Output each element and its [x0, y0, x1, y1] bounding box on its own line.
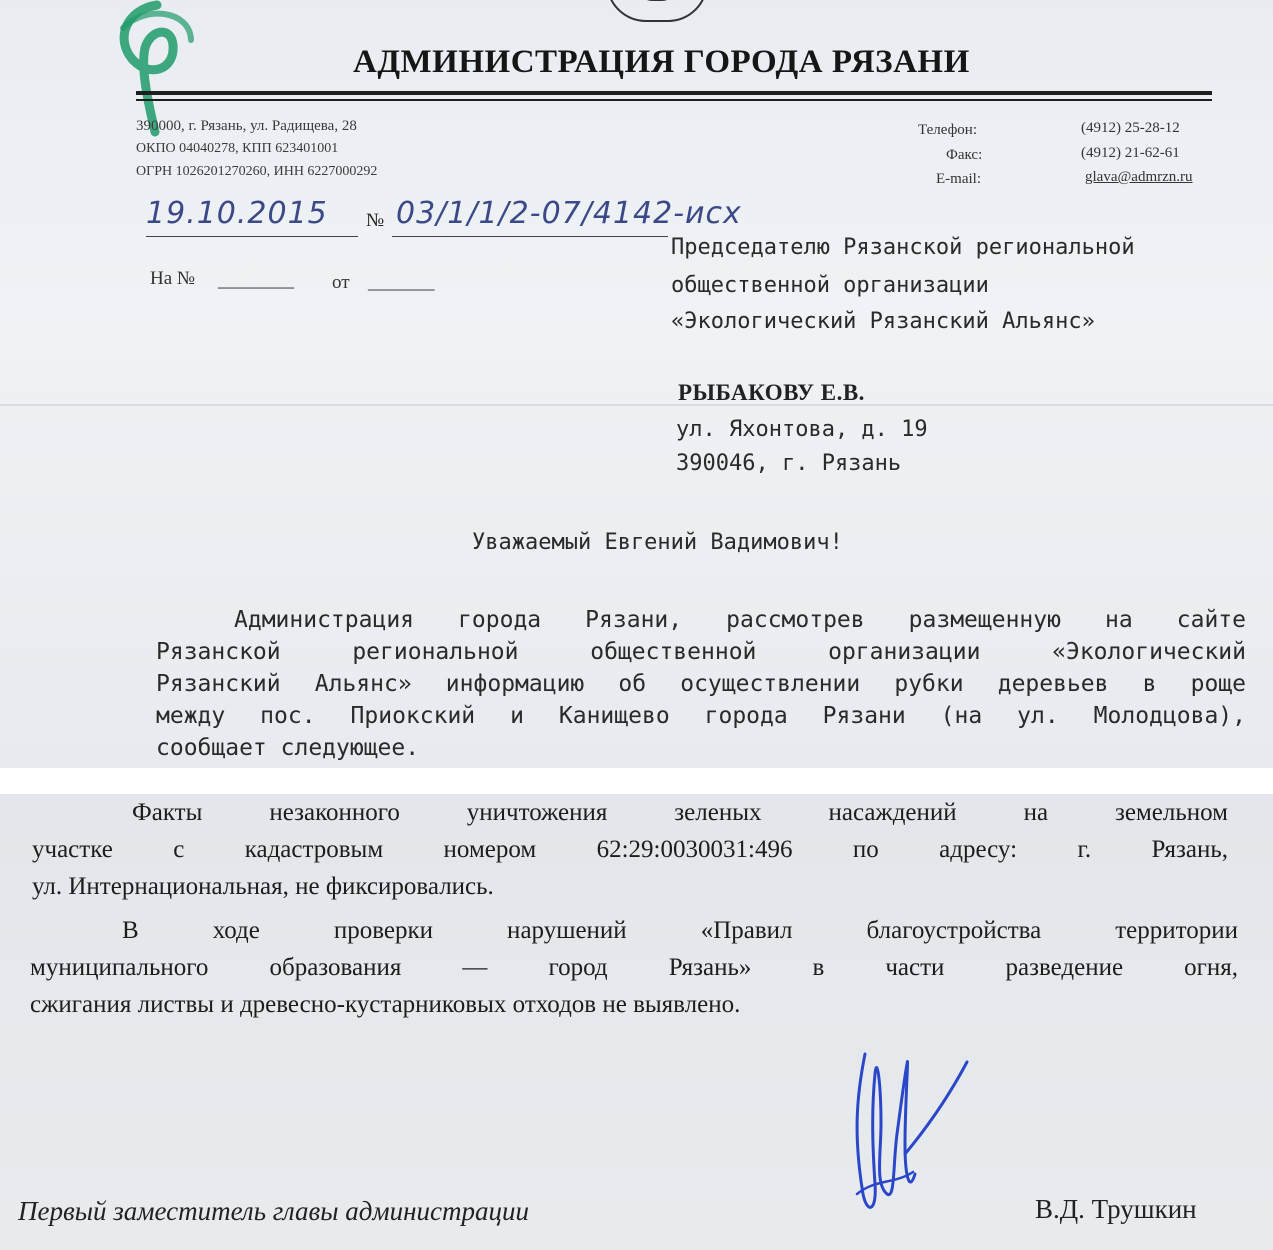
- email-link[interactable]: glava@admrzn.ru: [1085, 169, 1193, 185]
- outgoing-number: 03/1/1/2-07/4142-исх: [396, 196, 742, 231]
- phone-value: (4912) 25-28-12: [1081, 120, 1180, 136]
- org-address: 390000, г. Рязань, ул. Радищева, 28: [136, 118, 357, 134]
- number-label: №: [366, 210, 385, 231]
- email-label: E-mail:: [936, 171, 981, 187]
- paragraph-1: [156, 604, 1246, 764]
- paragraph-1-line-4: между пос. Приокский и Канищево города Рязани (на ул. Молодцова),: [156, 703, 1246, 729]
- number-underline: [392, 236, 668, 237]
- paragraph-1-line-3: Рязанский Альянс» информацию об осуществлении рубки деревьев в роще: [156, 671, 1246, 697]
- paragraph-1-line-1: Администрация города Рязани, рассмотрев размещенную на сайте: [234, 607, 1246, 633]
- letterhead-title: АДМИНИСТРАЦИЯ ГОРОДА РЯЗАНИ: [353, 44, 970, 80]
- signatory-name: В.Д. Трушкин: [1035, 1194, 1197, 1224]
- phone-label: Телефон:: [918, 122, 977, 138]
- paragraph-2-line-1: Факты незаконного уничтожения зеленых насаждений на земельном: [132, 799, 1228, 826]
- paragraph-3-line-1: В ходе проверки нарушений «Правил благоустройства территории: [122, 917, 1238, 944]
- date-underline: [146, 236, 358, 237]
- paragraph-3-line-3: сжигания листвы и древесно-кустарниковых отходов не выявлено.: [30, 991, 741, 1018]
- org-okpo-kpp: ОКПО 04040278, КПП 623401001: [136, 141, 339, 156]
- letter-bottom-sheet: [0, 794, 1273, 1250]
- recipient-line-2: общественной организации: [671, 273, 989, 298]
- recipient-street: ул. Яхонтова, д. 19: [676, 417, 928, 442]
- outgoing-date: 19.10.2015: [146, 196, 328, 231]
- reply-blank: ________: [218, 270, 294, 291]
- image-seam: [0, 768, 1273, 794]
- paragraph-1-line-2: Рязанской региональной общественной организации «Экологический: [156, 639, 1246, 665]
- paper-fold: [0, 404, 1273, 406]
- salutation: Уважаемый Евгений Вадимович!: [472, 530, 843, 555]
- org-ogrn-inn: ОГРН 1026201270260, ИНН 6227000292: [136, 164, 378, 179]
- paragraph-2-line-2: участке с кадастровым номером 62:29:0030031:496 по адресу: г. Рязань,: [32, 836, 1228, 863]
- letterhead-rule-thin: [136, 99, 1212, 101]
- from-label: от: [332, 272, 350, 293]
- paragraph-1-line-5: сообщает следующее.: [156, 735, 420, 761]
- paragraph-2-line-3: ул. Интернациональная, не фиксировались.: [32, 873, 494, 900]
- fax-label: Факс:: [946, 147, 983, 163]
- handwritten-signature: [835, 1044, 975, 1219]
- paragraph-2: [32, 794, 1228, 905]
- recipient-name: РЫБАКОВУ Е.В.: [678, 380, 865, 405]
- paragraph-3-line-2: муниципального образования — город Рязань» в части разведение огня,: [30, 954, 1238, 981]
- recipient-line-3: «Экологический Рязанский Альянс»: [671, 309, 1095, 334]
- from-blank: _______: [368, 272, 435, 293]
- fax-value: (4912) 21-62-61: [1081, 145, 1180, 161]
- coat-of-arms-emblem: [606, 0, 708, 22]
- letterhead-rule-thick: [136, 91, 1212, 95]
- recipient-city: 390046, г. Рязань: [676, 451, 902, 476]
- paragraph-3: [30, 912, 1238, 1023]
- recipient-line-1: Председателю Рязанской региональной: [671, 235, 1135, 260]
- reply-label: На №: [150, 268, 196, 289]
- signatory-position: Первый заместитель главы администрации: [18, 1196, 530, 1226]
